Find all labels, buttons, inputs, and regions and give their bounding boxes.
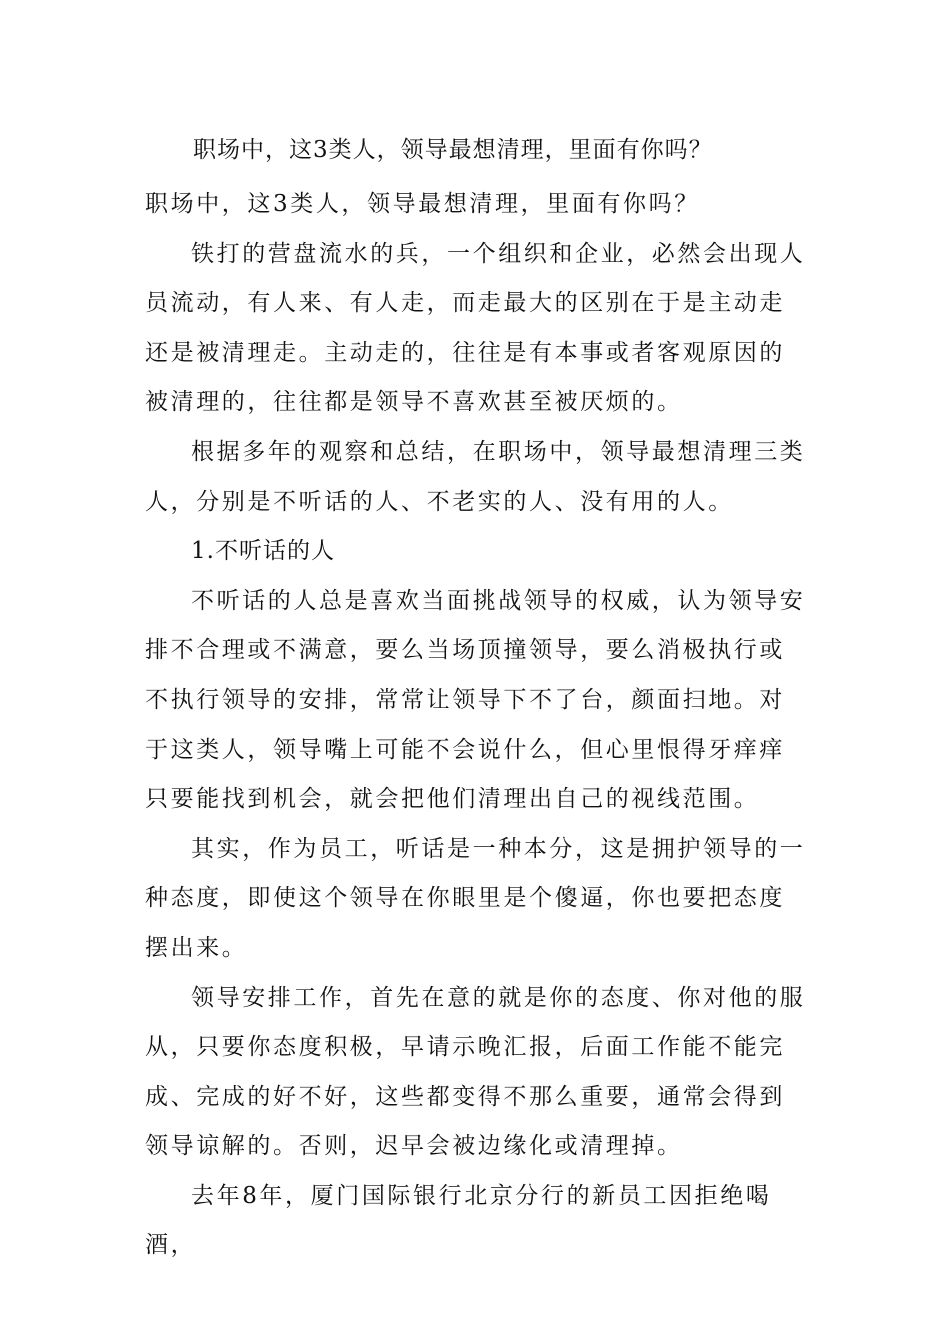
paragraph-repeated-title: 职场中，这3类人，领导最想清理，里面有你吗？ <box>145 191 700 217</box>
paragraph-obedience: 其实，作为员工，听话是一种本分，这是拥护领导的一种态度，即使这个领导在你眼里是个傻逼，你也要把态度摆出来。 <box>145 835 806 961</box>
document-title: 职场中，这3类人，领导最想清理，里面有你吗？ <box>193 137 713 163</box>
paragraph-disobedient: 不听话的人总是喜欢当面挑战领导的权威，认为领导安排不合理或不满意，要么当场顶撞领导，要么消极执行或不执行领导的安排，常常让领导下不了台，颜面扫地。对于这类人，领导嘴上可能不会说什么，但心里恨得牙痒痒只要能找到机会，就会把他们清理出自己的视线范围。 <box>145 587 806 813</box>
paragraph-three-types: 根据多年的观察和总结，在职场中，领导最想清理三类人，分别是不听话的人、不老实的人、没有用的人。 <box>145 438 806 515</box>
document-body <box>145 180 810 1271</box>
paragraph-attitude: 领导安排工作，首先在意的就是你的态度、你对他的服从，只要你态度积极，早请示晚汇报，后面工作能不能完成、完成的好不好，这些都变得不那么重要，通常会得到领导谅解的。否则，迟早会被边缘化或清理掉。 <box>145 984 806 1160</box>
paragraph-example: 去年8年，厦门国际银行北京分行的新员工因拒绝喝酒， <box>145 1182 772 1259</box>
section-heading-disobedient: 1.不听话的人 <box>191 538 335 565</box>
paragraph-intro: 铁打的营盘流水的兵，一个组织和企业，必然会出现人员流动，有人来、有人走，而走最大的区别在于是主动走还是被清理走。主动走的，往往是有本事或者客观原因的被清理的，往往都是领导不喜欢甚至被厌烦的。 <box>145 240 806 416</box>
